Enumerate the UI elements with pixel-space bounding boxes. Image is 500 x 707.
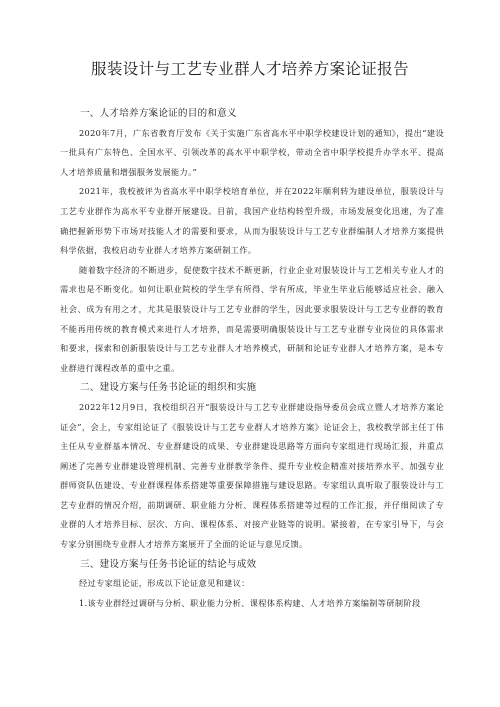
document-body bbox=[60, 104, 444, 613]
paragraph: 随着数字经济的不断进步，促使数字技术不断更新，行业企业对服装设计与工艺相关专业人才的需求也是不断变化。如何让职业院校的学生学有所得、学有所成，毕业生毕业后能够适应社会、融入社会、成为有用之才，尤其是服装设计与工艺专业群的学生，因此要求服装设计与工艺专业群的教育不能再用传统的教育模式来进行人才培养，而是需要明确服装设计与工艺专业群专业岗位的具体需求和要求，探索和创新服装设计与工艺专业群人才培养模式，研制和论证专业群人才培养方案，是本专业群进行课程改革的重中之重。 bbox=[60, 264, 444, 373]
section-2 bbox=[60, 378, 444, 554]
document-title: 服装设计与工艺专业群人才培养方案论证报告 bbox=[90, 60, 409, 78]
paragraph: 1.该专业群经过调研与分析、职业能力分析、课程体系构建、人才培养方案编制等研制阶段 bbox=[79, 597, 421, 608]
paragraph: 经过专家组论证，形成以下论证意见和建议： bbox=[79, 578, 250, 589]
section-heading: 一、人才培养方案论证的目的和意义 bbox=[80, 108, 237, 119]
section-heading: 二、建设方案与任务书论证的组织和实施 bbox=[80, 382, 257, 394]
section-1 bbox=[60, 104, 444, 378]
paragraph: 2020年7月，广东省教育厅发布《关于实施广东省高水平中职学校建设计划的通知》，提出“建设一批具有广东特色、全国水平、引领改革的高水平中职学校，带动全省中职学校提升办学水平、提高人才培养质量和增强服务发展能力。” bbox=[60, 127, 444, 177]
paragraph: 2021年，我校被评为省高水平中职学校培育单位，并在2022年顺利转为建设单位，服装设计与工艺专业群作为高水平专业群开展建设。目前，我国产业结构转型升级，市场发展变化迅速，为了准确把握新形势下市场对技能人才的需要和要求，从而为服装设计与工艺专业群编制人才培养方案提供科学依据，我校启动专业群人才培养方案研制工作。 bbox=[60, 186, 444, 256]
section-3 bbox=[60, 555, 444, 614]
section-heading: 三、建设方案与任务书论证的结论与成效 bbox=[80, 558, 257, 570]
paragraph: 2022年12月9日，我校组织召开“服装设计与工艺专业群建设指导委员会成立暨人才培养方案论证会”，会上，专家组论证了《服装设计与工艺专业群人才培养方案》论证会上，我校教学部主任丁伟主任从专业群基本情况、专业群建设的成果、专业群建设思路等方面向专家组进行现场汇报，并重点阐述了完善专业群建设管理机制、完善专业群教学条件、提升专业校企精准对接培养水平、加强专业群师资队伍建设、专业群课程体系搭建等重要保障措施与建设思路。专家组认真听取了服装设计与工艺专业群的情况介绍，前期调研、职业能力分析、课程体系搭建等过程的工作汇报，并仔细阅读了专业群的人才培养目标、层次、方向、课程体系、对接产业链等的说明。紧接着，在专家引导下，与会专家分别围绕专业群人才培养方案展开了全面的论证与意见反馈。 bbox=[60, 401, 444, 550]
